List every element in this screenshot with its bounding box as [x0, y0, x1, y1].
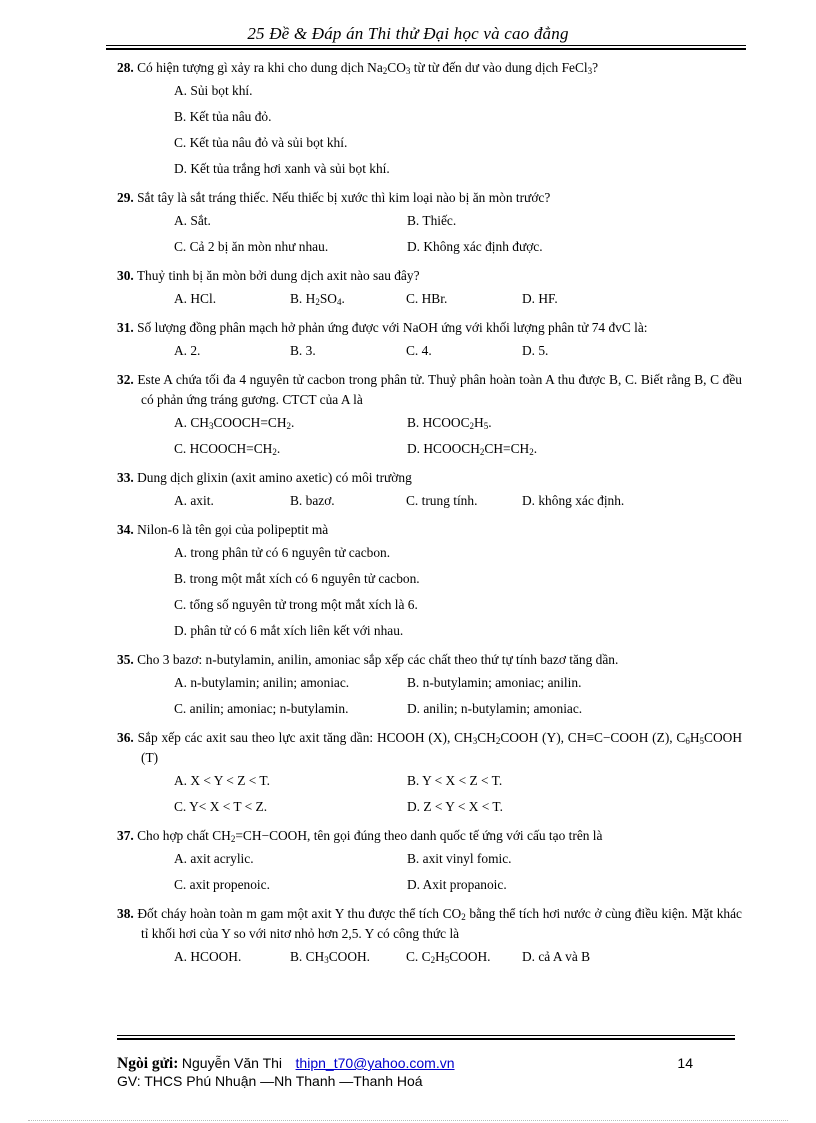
question-number: 28. — [117, 60, 134, 75]
question-number: 35. — [117, 652, 134, 667]
question-text — [117, 904, 742, 944]
question-body: Cho hợp chất $CH_2=CH-COOH$, tên gọi đúng theo danh quốc tế ứng với cấu tạo trên là — [137, 828, 603, 844]
answer-options — [174, 286, 742, 312]
answer-option-a: A. HCOOH. — [174, 949, 242, 964]
teacher-info: GV: THCS Phú Nhuận —Nh Thanh —Thanh Hoá — [117, 1073, 423, 1089]
answer-option-b: B. trong một mắt xích có 6 nguyên tử cacbon. — [174, 571, 420, 586]
answer-options — [174, 78, 742, 182]
answer-option-a: A. Sắt. — [174, 213, 211, 228]
question-29 — [117, 188, 742, 260]
answer-option-c: C. Cả 2 bị ăn mòn như nhau. — [174, 239, 329, 254]
page-header-title: 25 Đề & Đáp án Thi thử Đại học và cao đẳng — [247, 24, 569, 43]
header-rule-thin — [106, 45, 746, 46]
answer-options — [174, 338, 742, 364]
answer-option-c: C. HBr. — [406, 291, 448, 306]
answer-options — [174, 410, 742, 462]
footer-sender-line — [117, 1055, 737, 1073]
answer-option-a: A. 2. — [174, 343, 201, 358]
answer-option-d: D. anilin; n-butylamin; amoniac. — [407, 701, 583, 716]
answer-option-a: A. HCl. — [174, 291, 217, 306]
question-number: 36. — [117, 730, 134, 745]
answer-options — [174, 670, 742, 722]
answer-option-c: C. tổng số nguyên tử trong một mắt xích là 6. — [174, 597, 418, 612]
question-35 — [117, 650, 742, 722]
answer-option-c: C. trung tính. — [406, 493, 478, 508]
answer-option-b: B. $HCOOC_2H_5$. — [407, 415, 492, 431]
question-body: Sắp xếp các axit sau theo lực axit tăng dần: HCOOH (X), $CH_3CH_2COOH$ (Y), CH≡C−COOH (Z), $C_6H_5COOH$ (T) — [137, 730, 742, 765]
question-text — [117, 520, 742, 540]
question-body: Số lượng đồng phân mạch hở phản ứng được với NaOH ứng với khối lượng phân tử 74 đvC là: — [137, 320, 648, 335]
answer-option-b: B. $CH_3COOH$. — [290, 949, 371, 965]
answer-option-c: C. $C_2H_5COOH$. — [406, 949, 491, 965]
answer-option-b: B. Thiếc. — [407, 213, 457, 228]
answer-options — [174, 540, 742, 644]
question-text — [117, 188, 742, 208]
question-body: Đốt cháy hoàn toàn m gam một axit Y thu được thể tích $CO_2$ bằng thể tích hơi nước ở cùng điều kiện. Mặt khác tỉ khối hơi của Y so với nitơ nhỏ hơn 2,5. Y có công thức là — [137, 906, 743, 941]
answer-option-c: C. 4. — [406, 343, 432, 358]
question-body: Có hiện tượng gì xảy ra khi cho dung dịch $Na_2CO_3$ từ từ đến dư vào dung dịch FeCl$_3$? — [137, 60, 599, 76]
answer-option-d: D. $HCOOCH_2CH=CH_2$. — [407, 441, 538, 457]
page-footer — [117, 1055, 737, 1089]
answer-option-a: A. axit. — [174, 493, 214, 508]
question-number: 33. — [117, 470, 134, 485]
question-body: Nilon-6 là tên gọi của polipeptit mà — [137, 522, 329, 537]
question-number: 30. — [117, 268, 134, 283]
question-37 — [117, 826, 742, 898]
question-text — [117, 728, 742, 768]
question-body: Cho 3 bazơ: n-butylamin, anilin, amoniac sắp xếp các chất theo thứ tự tính bazơ tăng dần. — [137, 652, 619, 667]
question-33 — [117, 468, 742, 514]
question-body: Dung dịch glixin (axit amino axetic) có môi trường — [137, 470, 412, 485]
answer-options — [174, 944, 742, 970]
answer-option-b: B. axit vinyl fomic. — [407, 851, 512, 866]
answer-option-d: D. không xác định. — [522, 493, 625, 508]
answer-option-d: D. cả A và B — [522, 949, 591, 964]
answer-option-a: A. trong phân tử có 6 nguyên tử cacbon. — [174, 545, 391, 560]
question-text — [117, 58, 742, 78]
question-number: 31. — [117, 320, 134, 335]
sender-name: Nguyễn Văn Thi — [181, 1055, 283, 1071]
question-number: 37. — [117, 828, 134, 843]
question-text — [117, 266, 742, 286]
question-number: 38. — [117, 906, 134, 921]
answer-option-c: C. anilin; amoniac; n-butylamin. — [174, 701, 349, 716]
page-number: 14 — [677, 1055, 693, 1071]
answer-option-d: D. Không xác định được. — [407, 239, 543, 254]
answer-option-c: C. $HCOOCH=CH_2$. — [174, 441, 281, 457]
question-text — [117, 318, 742, 338]
sender-email-link[interactable]: thipn_t70@yahoo.com.vn — [295, 1055, 455, 1071]
question-34 — [117, 520, 742, 644]
answer-option-c: C. axit propenoic. — [174, 877, 270, 892]
question-text — [117, 826, 742, 846]
answer-option-c: C. Y< X < T < Z. — [174, 799, 268, 814]
question-list — [117, 58, 742, 970]
question-32 — [117, 370, 742, 462]
answer-options — [174, 208, 742, 260]
question-body: Sắt tây là sắt tráng thiếc. Nếu thiếc bị xước thì kim loại nào bị ăn mòn trước? — [137, 190, 551, 205]
answer-option-b: B. 3. — [290, 343, 316, 358]
answer-options — [174, 846, 742, 898]
answer-option-b: B. bazơ. — [290, 493, 335, 508]
bottom-dotted-border — [28, 1120, 788, 1121]
question-30 — [117, 266, 742, 312]
answer-option-b: B. Y < X < Z < T. — [407, 773, 503, 788]
answer-option-b: B. Kết tủa nâu đỏ. — [174, 109, 272, 124]
answer-option-a: A. X < Y < Z < T. — [174, 773, 270, 788]
question-36 — [117, 728, 742, 820]
answer-option-a: A. axit acrylic. — [174, 851, 254, 866]
answer-option-d: D. HF. — [522, 291, 558, 306]
answer-option-d: D. Kết tủa trắng hơi xanh và sủi bọt khí. — [174, 161, 390, 176]
question-body: Thuỷ tinh bị ăn mòn bởi dung dịch axit nào sau đây? — [136, 268, 420, 283]
question-body: Este A chứa tối đa 4 nguyên tử cacbon trong phân tử. Thuỷ phân hoàn toàn A thu được B, C. Biết rằng B, C đều có phản ứng tráng gương. CTCT của A là — [137, 372, 742, 407]
answer-option-b: B. $H_2SO_4$. — [290, 291, 345, 307]
question-38 — [117, 904, 742, 970]
footer-rule-thick — [117, 1038, 735, 1040]
question-number: 29. — [117, 190, 134, 205]
answer-option-d: D. phân tử có 6 mắt xích liên kết với nhau. — [174, 623, 404, 638]
answer-option-a: A. Sủi bọt khí. — [174, 83, 253, 98]
answer-option-c: C. Kết tủa nâu đỏ và sủi bọt khí. — [174, 135, 348, 150]
answer-option-d: D. Axit propanoic. — [407, 877, 507, 892]
header-rule-thick — [106, 48, 746, 50]
question-number: 32. — [117, 372, 134, 387]
question-28 — [117, 58, 742, 182]
question-number: 34. — [117, 522, 134, 537]
answer-options — [174, 488, 742, 514]
question-31 — [117, 318, 742, 364]
answer-option-d: D. 5. — [522, 343, 549, 358]
footer-rule-thin — [117, 1035, 735, 1036]
question-text — [117, 468, 742, 488]
answer-option-d: D. Z < Y < X < T. — [407, 799, 503, 814]
answer-option-b: B. n-butylamin; amoniac; anilin. — [407, 675, 582, 690]
sender-label: Ngòi gửi: — [117, 1055, 179, 1072]
answer-option-a: A. n-butylamin; anilin; amoniac. — [174, 675, 350, 690]
answer-option-a: A. $CH_3COOCH=CH_2$. — [174, 415, 295, 431]
question-text — [117, 650, 742, 670]
question-text — [117, 370, 742, 410]
answer-options — [174, 768, 742, 820]
